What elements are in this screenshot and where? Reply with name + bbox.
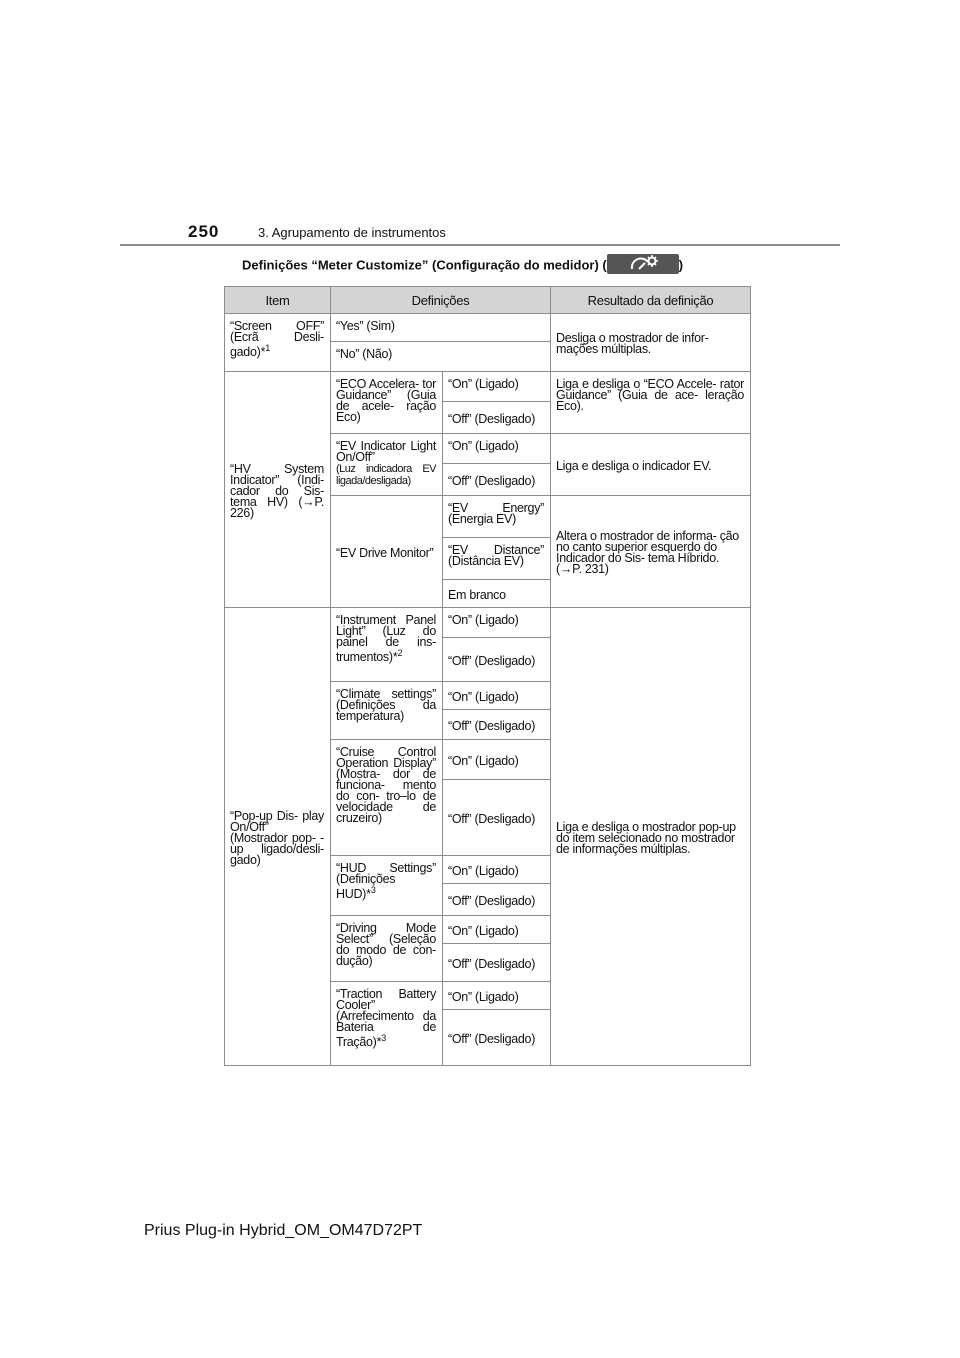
- setting-yes: “Yes” (Sim): [331, 314, 551, 342]
- option-ev-distance: “EV Distance” (Distância EV): [443, 538, 551, 580]
- footnote-number: 1: [265, 343, 270, 353]
- option-on: “On” (Ligado): [443, 982, 551, 1010]
- option-on: “On” (Ligado): [443, 608, 551, 638]
- setting-traction-battery-cooler-label: “Traction Battery Cooler” (Arrefecimento da Bateria de Tração): [336, 987, 436, 1050]
- result-ev-indicator: Liga e desliga o indicador EV.: [551, 434, 751, 496]
- option-off: “Off” (Desligado): [443, 402, 551, 434]
- section-title: 3. Agrupamento de instrumentos: [258, 225, 446, 240]
- item-screen-off: [225, 314, 331, 372]
- option-off: “Off” (Desligado): [443, 710, 551, 740]
- item-screen-off-label: “Screen OFF” (Ecrã Desli- gado): [230, 319, 324, 360]
- option-ev-energy: “EV Energy” (Energia EV): [443, 496, 551, 538]
- option-off: “Off” (Desligado): [443, 464, 551, 496]
- setting-climate: “Climate settings” (Definições da temperatura): [331, 682, 443, 740]
- setting-cruise-control: “Cruise Control Operation Display” (Mostra- dor de funciona- mento do con- tro–lo de velocidade de cruzeiro): [331, 740, 443, 856]
- setting-ev-drive-monitor: “EV Drive Monitor”: [331, 496, 443, 608]
- footnote-number: 3: [381, 1033, 386, 1043]
- footnote-star: *: [392, 649, 398, 665]
- setting-ev-indicator-light: [331, 434, 443, 496]
- page-number: 250: [188, 222, 220, 241]
- setting-instrument-panel-light: [331, 608, 443, 682]
- result-eco-accelerator: Liga e desliga o “ECO Accele- rator Guidance” (Guia de ace- leração Eco).: [551, 372, 751, 434]
- option-off: “Off” (Desligado): [443, 1010, 551, 1066]
- table-heading-close: ): [678, 257, 684, 273]
- setting-hud-label: “HUD Settings” (Definições HUD): [336, 861, 436, 902]
- option-off: “Off” (Desligado): [443, 780, 551, 856]
- setting-ev-indicator-light-label: “EV Indicator Light On/Off”: [336, 439, 436, 464]
- gear-icon: [607, 254, 679, 274]
- settings-table: [224, 286, 751, 1066]
- option-on: “On” (Ligado): [443, 740, 551, 780]
- setting-hud: [331, 856, 443, 916]
- setting-driving-mode: “Driving Mode Select” (Seleção do modo de con- dução): [331, 916, 443, 982]
- footnote-star: *: [376, 1034, 382, 1050]
- option-on: “On” (Ligado): [443, 682, 551, 710]
- table-heading-text: Definições “Meter Customize” (Configuração do medidor) (: [242, 257, 607, 273]
- setting-no: “No” (Não): [331, 342, 551, 372]
- footnote-number: 3: [370, 885, 376, 895]
- footer-document-id: Prius Plug-in Hybrid_OM_OM47D72PT: [144, 1222, 423, 1239]
- footnote-number: 2: [397, 648, 403, 658]
- footnote-star: *: [366, 886, 371, 902]
- option-on: “On” (Ligado): [443, 434, 551, 464]
- result-ev-drive-monitor: Altera o mostrador de informa- ção no canto superior esquerdo do Indicador do Sis- tema Híbrido. (→P. 231): [551, 496, 751, 608]
- option-off: “Off” (Desligado): [443, 884, 551, 916]
- item-popup-display: “Pop-up Dis- play On/Off” (Mostrador pop- -up ligado/desli- gado): [225, 608, 331, 1066]
- setting-eco-accelerator-guidance: “ECO Accelera- tor Guidance” (Guia de acele- ração Eco): [331, 372, 443, 434]
- header-divider: [120, 244, 840, 246]
- footnote-star: *: [260, 344, 266, 360]
- setting-instrument-panel-light-label: “Instrument Panel Light” (Luz do painel de ins- trumentos): [336, 613, 436, 665]
- option-blank: Em branco: [443, 580, 551, 608]
- option-off: “Off” (Desligado): [443, 944, 551, 982]
- setting-traction-battery-cooler: [331, 982, 443, 1066]
- column-header-settings: Definições: [331, 287, 551, 314]
- option-on: “On” (Ligado): [443, 372, 551, 402]
- option-on: “On” (Ligado): [443, 916, 551, 944]
- setting-ev-indicator-light-translation: (Luz indicadora EV ligada/desligada): [336, 463, 436, 487]
- table-heading: [242, 256, 683, 276]
- column-header-item: Item: [225, 287, 331, 314]
- item-hv-system-indicator: “HV System Indicator” (Indi- cador do Sis- tema HV) (→P. 226): [225, 372, 331, 608]
- option-on: “On” (Ligado): [443, 856, 551, 884]
- column-header-result: Resultado da definição: [551, 287, 751, 314]
- result-screen-off: Desliga o mostrador de infor- mações múltiplas.: [551, 314, 751, 372]
- option-off: “Off” (Desligado): [443, 638, 551, 682]
- result-popup-display: Liga e desliga o mostrador pop-up do item selecionado no mostrador de informações múltiplas.: [551, 608, 751, 1066]
